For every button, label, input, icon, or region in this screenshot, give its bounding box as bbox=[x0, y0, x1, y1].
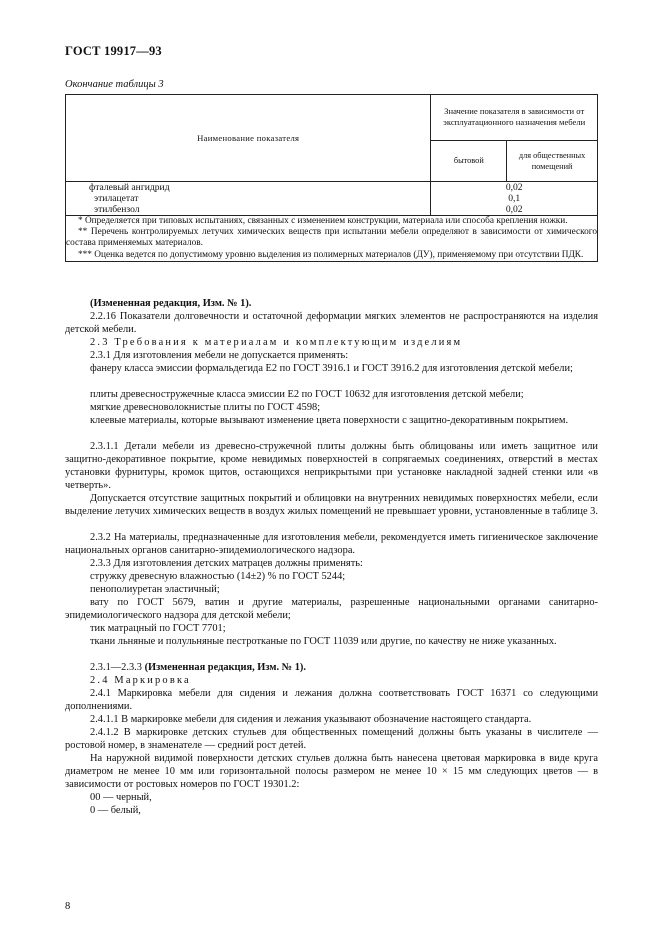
table-row-name: этилбензол bbox=[94, 204, 140, 215]
amendment-clause-ref: 2.3.1—2.3.3 bbox=[90, 662, 142, 673]
paragraph-2-3-1-b: плиты древесностружечные класса эмиссии Е2 по ГОСТ 10632 для изготовления детской мебели; bbox=[90, 389, 524, 400]
paragraph-2-4-1-1: 2.4.1.1 В маркировке мебели для сидения и лежания указывают обозначение настоящего стандарта. bbox=[90, 714, 532, 725]
amendment-2-3-1-2-3-3 bbox=[65, 661, 598, 674]
paragraph-2-4-1: 2.4.1 Маркировка мебели для сидения и лежания должна соответствовать ГОСТ 16371 со следующими дополнениями. bbox=[65, 688, 598, 712]
table-note: *** Оценка ведется по допустимому уровню выделения из полимерных материалов (ДУ), применяемому при отсутствии ПДК. bbox=[78, 249, 584, 260]
paragraph-2-3-3-a: стружку древесную влажностью (14±2) % по ГОСТ 5244; bbox=[90, 571, 346, 582]
table-note: * Определяется при типовых испытаниях, связанных с изменением конструкции, материала или способа крепления ножки. bbox=[78, 216, 568, 226]
table-notes bbox=[66, 216, 598, 262]
paragraph-2-3-3-c: вату по ГОСТ 5679, ватин и другие материалы, разрешенные национальными органами санитарно-эпидемиологического надзора для детской мебели; bbox=[65, 597, 598, 621]
section-2-3-heading: 2.3 Требования к материалам и комплектующим изделиям bbox=[90, 337, 463, 348]
table-3 bbox=[65, 94, 598, 262]
paragraph-2-3-1: 2.3.1 Для изготовления мебели не допускается применять: bbox=[90, 350, 349, 361]
paragraph-2-3-3-b: пенополиуретан эластичный; bbox=[90, 584, 220, 595]
column-header-public: для общественных помещений bbox=[507, 140, 598, 181]
paragraph-2-3-1-1-b: Допускается отсутствие защитных покрытий и облицовки на внутренних невидимых поверхностях мебели, если выделение летучих химических веществ в воздух жилых помещений не превышает уровни, установленные в таблице 3. bbox=[65, 493, 598, 517]
paragraph-2-3-1-1: 2.3.1.1 Детали мебели из древесно-стружечной плиты должны быть облицованы или иметь защитное или защитно-декоративное покрытие, кроме невидимых поверхностей в сопрягаемых соединениях, отверстий в местах установки фурнитуры, кромок щитов, остающихся неприкрытыми при установке накладной задней стенки или «в четверть». bbox=[65, 441, 598, 491]
paragraph-2-4-1-2: 2.4.1.2 В маркировке детских стульев для общественных помещений должны быть указаны в числителе — ростовой номер, в знаменателе — средний рост детей. bbox=[65, 727, 598, 751]
section-2-4-heading: 2.4 Маркировка bbox=[90, 675, 191, 686]
paragraph-2-3-3-d: тик матрацный по ГОСТ 7701; bbox=[90, 623, 226, 634]
table-names-cell bbox=[66, 182, 431, 216]
amendment-note: (Измененная редакция, Изм. № 1). bbox=[90, 298, 252, 309]
column-header-household: бытовой bbox=[431, 140, 507, 181]
paragraph-2-3-2: 2.3.2 На материалы, предназначенные для изготовления мебели, рекомендуется иметь гигиеническое заключение национальных органов санитарно-эпидемиологического надзора. bbox=[65, 532, 598, 556]
table-row-value: 0,1 bbox=[508, 193, 521, 204]
color-item-0: 0 — белый, bbox=[90, 805, 141, 816]
table-caption: Окончание таблицы 3 bbox=[65, 79, 164, 90]
table-note: ** Перечень контролируемых летучих химических веществ при испытании мебели определяют в зависимости от химического состава применяемых материалов. bbox=[66, 227, 597, 249]
column-header-group: Значение показателя в зависимости от эксплуатационного назначения мебели bbox=[431, 95, 598, 141]
column-header-name: Наименование показателя bbox=[66, 95, 431, 182]
paragraph-2-4-1-2-b: На наружной видимой поверхности детских стульев должна быть нанесена цветовая маркировка в виде круга диаметром не менее 10 мм или горизонтальной полосы размером не менее 10 × 15 мм следующих цветов — в зависимости от ростовых номеров по ГОСТ 19301.2: bbox=[65, 753, 598, 790]
table-values-cell bbox=[431, 182, 598, 216]
table-row-name: этилацетат bbox=[94, 193, 139, 204]
table-row-value: 0,02 bbox=[505, 182, 523, 193]
page-number: 8 bbox=[65, 901, 71, 912]
paragraph-2-3-1-d: клеевые материалы, которые вызывают изменение цвета поверхности с защитно-декоративным покрытием. bbox=[90, 415, 569, 426]
paragraph-2-3-3: 2.3.3 Для изготовления детских матрацев должны применять: bbox=[90, 558, 363, 569]
table-row-value: 0,02 bbox=[505, 204, 523, 215]
table-row-name: фталевый ангидрид bbox=[89, 182, 170, 193]
paragraph-2-3-1-a: фанеру класса эмиссии формальдегида Е2 по ГОСТ 3916.1 и ГОСТ 3916.2 для изготовления детской мебели; bbox=[90, 363, 573, 374]
color-item-00: 00 — черный, bbox=[90, 792, 152, 803]
paragraph-2-3-3-e: ткани льняные и полульняные пестротканые по ГОСТ 11039 или другие, по качеству не ниже указанных. bbox=[90, 636, 557, 647]
amendment-label: (Измененная редакция, Изм. № 1). bbox=[144, 662, 306, 673]
paragraph-2-2-16: 2.2.16 Показатели долговечности и остаточной деформации мягких элементов не распространяются на изделия детской мебели. bbox=[65, 311, 598, 335]
paragraph-2-3-1-c: мягкие древесноволокнистые плиты по ГОСТ 4598; bbox=[90, 402, 321, 413]
standard-header: ГОСТ 19917—93 bbox=[65, 44, 162, 58]
